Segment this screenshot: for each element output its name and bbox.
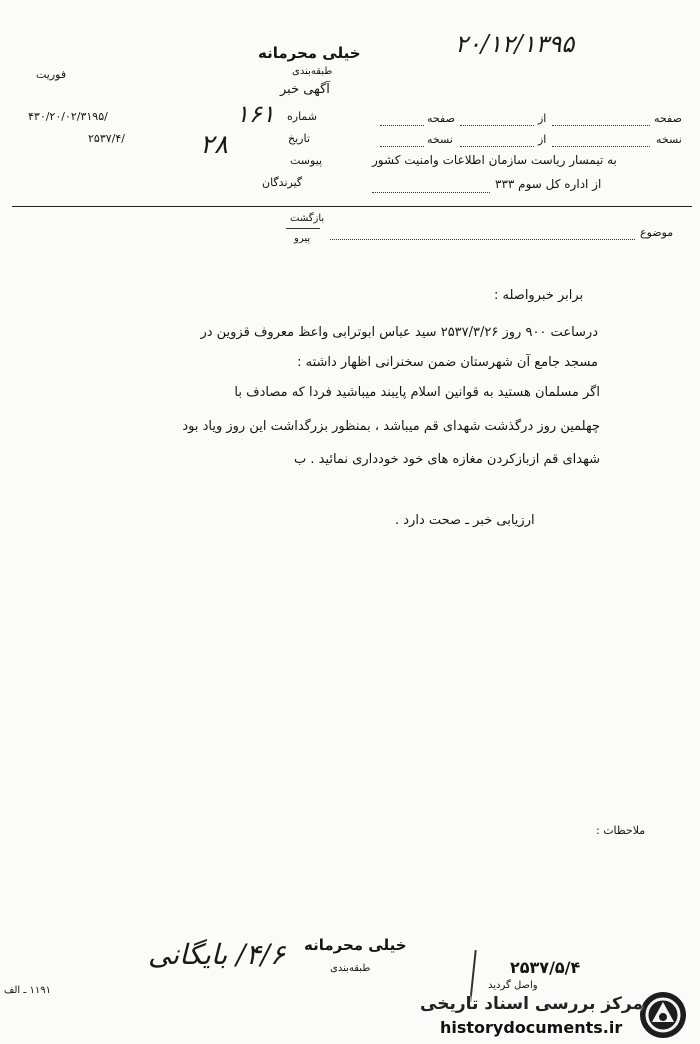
body-line-1: درساعت ۹۰۰ روز ۲۵۳۷/۳/۲۶ سید عباس ابوترابی واعظ معروف قزوین در — [200, 325, 598, 340]
attachment-label: پیوست — [290, 154, 323, 167]
return-label: بازگشت — [290, 213, 325, 224]
page-label-2: صفحه — [427, 112, 455, 125]
number-label: شماره — [287, 110, 318, 123]
watermark-logo-icon — [638, 990, 688, 1040]
body-intro: برابر خبرواصله : — [494, 288, 584, 303]
notes-label: ملاحظات : — [596, 824, 646, 837]
form-code: ۱۱۹۱ ـ الف — [4, 985, 51, 996]
subject-label: موضوع — [640, 226, 674, 239]
date-handwritten: ۲۸ — [200, 130, 228, 160]
from-label-1: از — [538, 112, 547, 125]
watermark-url: historydocuments.ir — [440, 1018, 623, 1037]
assessment: ارزیابی خبر ـ صحت دارد . — [395, 513, 535, 528]
copy-label: نسخه — [656, 133, 682, 146]
copy-label-2: نسخه — [427, 133, 453, 146]
handwritten-signature: ۴/۶/ بایگانی — [148, 938, 286, 971]
doc-type: آگهی خبر — [280, 82, 330, 97]
body-line-4: چهلمین روز درگذشت شهدای قم میباشد ، بمنظور بزرگداشت این روز ویاد بود — [182, 419, 600, 434]
body-line-5: شهدای قم ازبازکردن مغازه های خود خودداری نمائید . ب — [293, 452, 600, 467]
header-divider — [12, 206, 692, 207]
stamp-date: ۲۵۳۷/۵/۴ — [510, 958, 581, 977]
to-line: به تیمسار ریاست سازمان اطلاعات وامنیت کشور — [372, 153, 617, 167]
urgency-label: فوریت — [36, 68, 67, 81]
classification-bottom: خیلی محرمانه — [304, 936, 407, 954]
number-value: ۴۳۰/۲۰/۰۲/۳۱۹۵/ — [28, 110, 108, 123]
classification-top: خیلی محرمانه — [258, 44, 361, 62]
follow-label: پیرو — [294, 233, 311, 244]
date-value: ۲۵۳۷/۴/ — [88, 132, 125, 145]
number-handwritten: ۱۶۱ — [236, 100, 275, 128]
stamp-received: واصل گردید — [488, 980, 538, 991]
body-line-2: مسجد جامع آن شهرستان ضمن سخنرانی اظهار داشته : — [297, 355, 598, 370]
classification-sub-bottom: طبقه‌بندی — [330, 963, 371, 974]
date-label: تاریخ — [288, 132, 310, 145]
from-line: از اداره کل سوم ۳۳۳ — [495, 177, 602, 191]
page-label: صفحه — [654, 112, 682, 125]
watermark-title: مرکز بررسی اسناد تاریخی — [420, 994, 643, 1014]
handwritten-top-number: ۲۰/۱۲/۱۳۹۵ — [455, 30, 575, 58]
recipients-label: گیرندگان — [262, 176, 303, 189]
from-label-2: از — [538, 133, 547, 146]
classification-sub-top: طبقه‌بندی — [292, 66, 333, 77]
body-line-3: اگر مسلمان هستید به قوانین اسلام پایبند میباشید فردا که مصادف با — [234, 385, 600, 400]
